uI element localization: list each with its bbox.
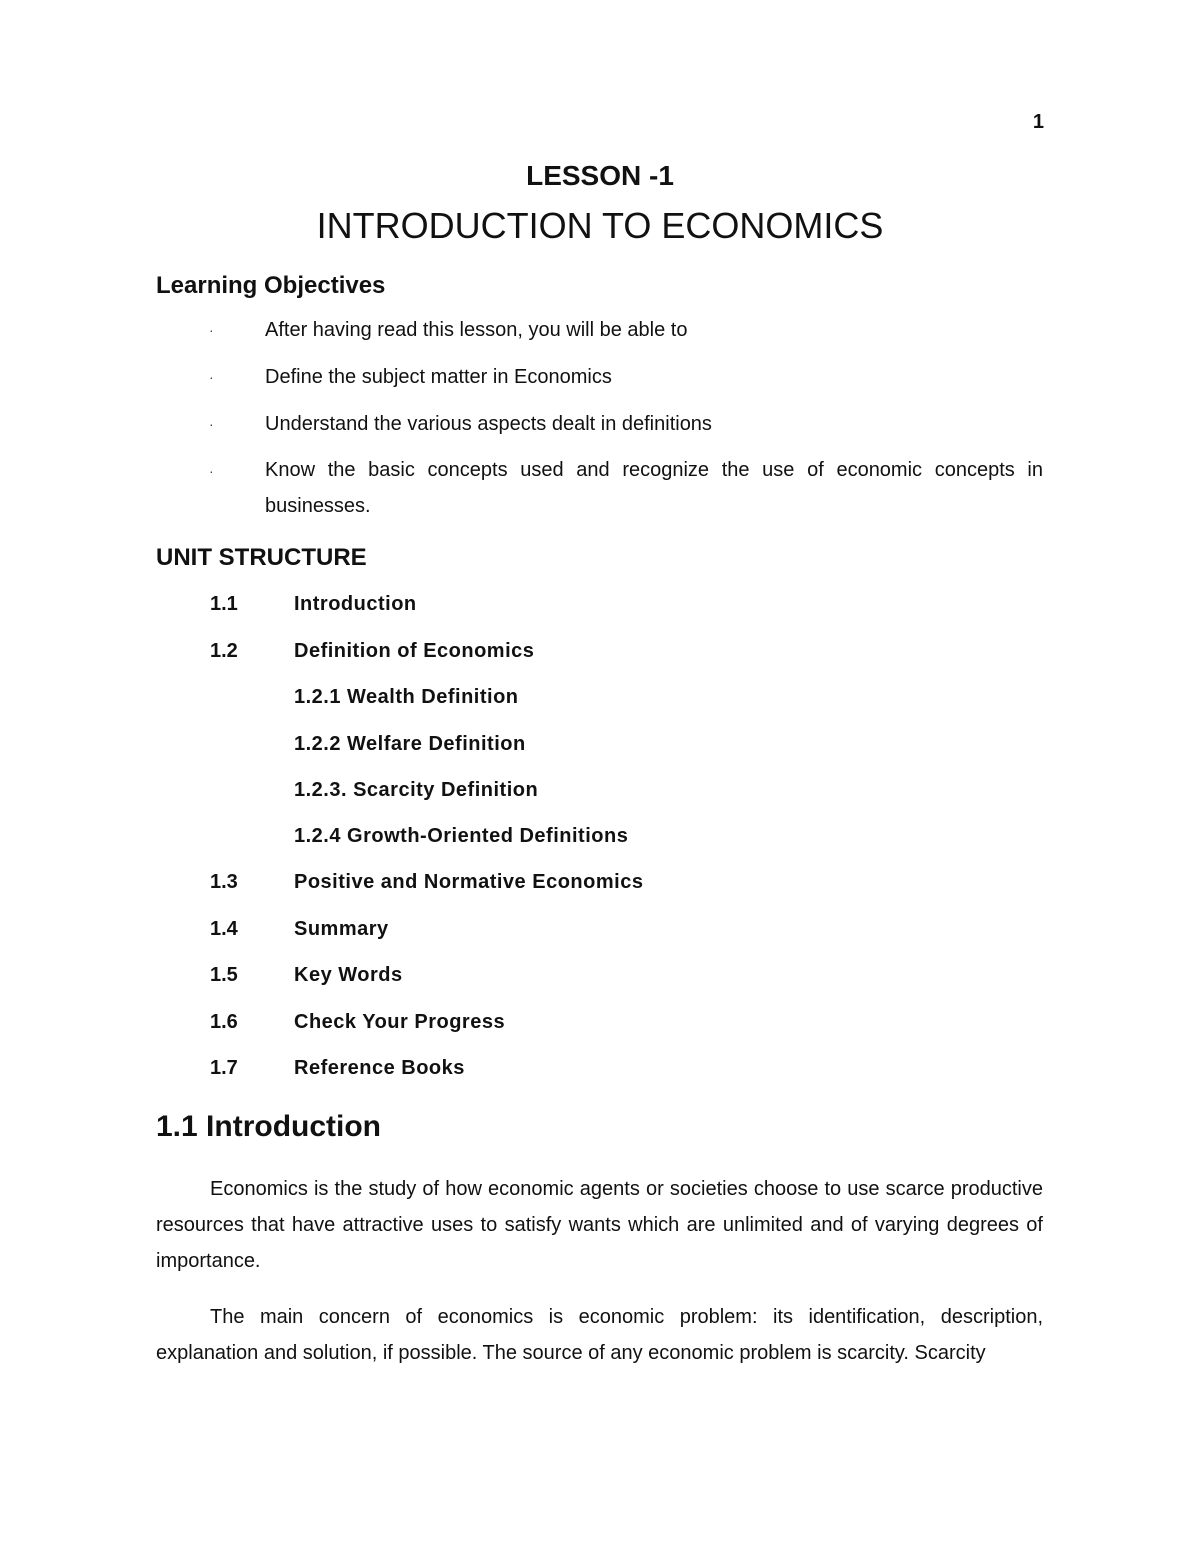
toc-item: Summary <box>294 918 389 940</box>
paragraph: Economics is the study of how economic agents or societies choose to use scarce productive resources that have attractive uses to satisfy wants which are unlimited and of varying degrees of importance. <box>156 1178 1043 1272</box>
page-number: 1 <box>1032 111 1044 133</box>
bullet-icon: · <box>209 463 214 479</box>
toc-number: 1.5 <box>210 964 238 986</box>
toc-item: Key Words <box>294 964 403 986</box>
toc-subitem: 1.2.3. Scarcity Definition <box>294 779 539 801</box>
toc-number: 1.1 <box>210 593 238 615</box>
paragraph: The main concern of economics is economic problem: its identification, description, explanation and solution, if possible. The source of any economic problem is scarcity. Scarcity <box>156 1306 1043 1364</box>
learning-objectives-heading: Learning Objectives <box>156 272 386 299</box>
objective-item: After having read this lesson, you will be able to <box>265 319 688 341</box>
toc-number: 1.7 <box>210 1057 238 1079</box>
objective-item: Understand the various aspects dealt in definitions <box>265 413 712 435</box>
toc-item: Definition of Economics <box>294 640 535 662</box>
objective-item: Know the basic concepts used and recognize the use of economic concepts in businesses. <box>265 459 1043 517</box>
toc-number: 1.6 <box>210 1011 238 1033</box>
toc-item: Reference Books <box>294 1057 465 1079</box>
toc-subitem: 1.2.1 Wealth Definition <box>294 686 519 708</box>
lesson-title: INTRODUCTION TO ECONOMICS <box>316 205 884 246</box>
toc-number: 1.2 <box>210 640 238 662</box>
introduction-heading: 1.1 Introduction <box>156 1110 381 1143</box>
toc-item: Check Your Progress <box>294 1011 506 1033</box>
bullet-icon: · <box>209 416 214 432</box>
bullet-icon: · <box>209 369 214 385</box>
objective-item: Define the subject matter in Economics <box>265 366 612 388</box>
toc-number: 1.4 <box>210 918 238 940</box>
bullet-icon: · <box>209 322 214 338</box>
toc-item: Positive and Normative Economics <box>294 871 644 893</box>
toc-subitem: 1.2.2 Welfare Definition <box>294 733 526 755</box>
toc-item: Introduction <box>294 593 417 615</box>
unit-structure-heading: UNIT STRUCTURE <box>156 544 367 571</box>
lesson-label: LESSON -1 <box>526 160 674 191</box>
toc-subitem: 1.2.4 Growth-Oriented Definitions <box>294 825 629 847</box>
toc-number: 1.3 <box>210 871 238 893</box>
